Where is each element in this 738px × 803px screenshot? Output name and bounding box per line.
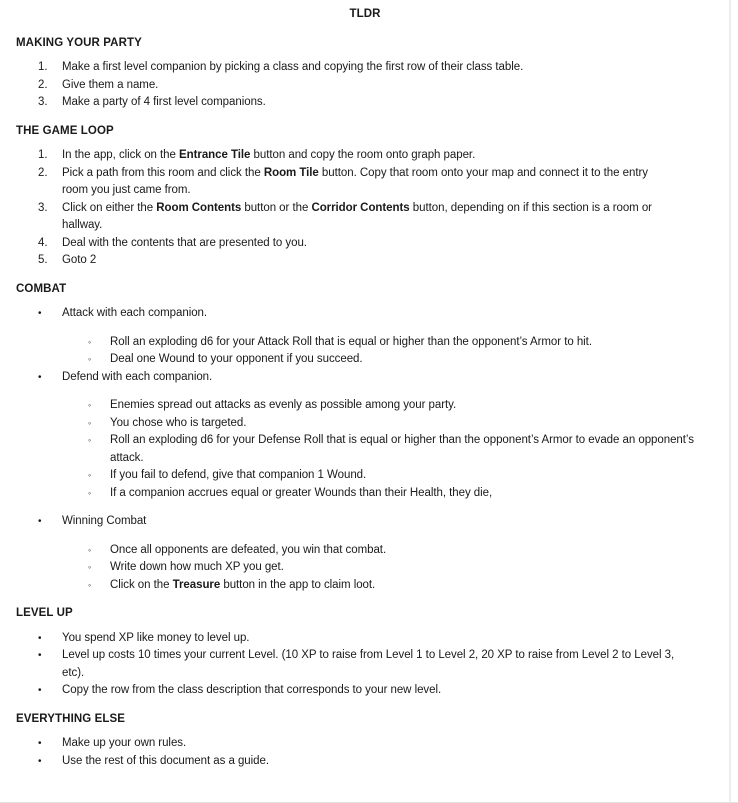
text-line: Enemies spread out attacks as evenly as possible among your party. <box>110 399 457 411</box>
bullet-marker: • <box>38 371 42 383</box>
bullet-marker: ◦ <box>88 417 92 428</box>
number-marker: 4. <box>38 236 48 249</box>
text-line: Defend with each companion. <box>62 370 213 383</box>
list-item <box>0 397 738 415</box>
page-edge-line <box>729 0 731 803</box>
bullet-marker: ◦ <box>88 579 92 590</box>
bullet-marker: ◦ <box>88 470 92 480</box>
text-line: Pick a path from this room and click the Room Tile button. Copy that room onto your map and connect it to the entry <box>62 166 648 179</box>
text-line: Write down how much XP you get. <box>110 561 284 573</box>
list-item <box>0 200 738 235</box>
document-title: TLDR <box>349 8 381 20</box>
list-item <box>0 647 738 682</box>
text-line: Make up your own rules. <box>62 737 187 749</box>
list-item <box>0 77 738 95</box>
list-item <box>0 467 738 485</box>
list-item <box>0 485 738 503</box>
bullet-marker: ◦ <box>88 544 92 555</box>
text-line: Attack with each companion. <box>62 307 208 319</box>
list-item <box>0 235 738 253</box>
list-item <box>0 334 738 352</box>
text-line: attack. <box>110 451 144 464</box>
text-line: If you fail to defend, give that companion 1 Wound. <box>110 469 367 481</box>
number-marker: 5. <box>38 254 48 266</box>
bullet-marker: • <box>38 685 42 696</box>
list-item <box>0 577 738 595</box>
bullet-marker: • <box>38 516 42 527</box>
text-line: You chose who is targeted. <box>110 416 247 429</box>
list-item <box>0 559 738 577</box>
text-line: Once all opponents are defeated, you win that combat. <box>110 543 387 556</box>
list-item <box>0 165 738 200</box>
bullet-marker: ◦ <box>88 562 92 572</box>
bullet-marker: • <box>38 650 42 661</box>
text-line: room you just came from. <box>62 184 191 196</box>
number-marker: 3. <box>38 96 48 108</box>
number-marker: 1. <box>38 61 48 73</box>
list-item <box>0 735 738 753</box>
text-line: Roll an exploding d6 for your Attack Roll that is equal or higher than the opponent’s Armor to hit. <box>110 335 592 348</box>
list-item <box>0 432 738 467</box>
text-line: Give them a name. <box>62 78 159 91</box>
list-item <box>0 59 738 77</box>
bullet-marker: • <box>38 632 42 644</box>
text-line: etc). <box>62 666 85 679</box>
list-item <box>0 415 738 433</box>
list-item <box>0 351 738 369</box>
list-item <box>0 542 738 560</box>
list-item <box>0 369 738 387</box>
text-line: Deal with the contents that are presented to you. <box>62 236 307 249</box>
section-heading: COMBAT <box>16 282 67 295</box>
bullet-marker: ◦ <box>88 400 92 410</box>
text-line: Make a party of 4 first level companions. <box>62 96 266 108</box>
text-line: Goto 2 <box>62 254 97 266</box>
list-item <box>0 513 738 531</box>
text-line: Click on either the Room Contents button or the Corridor Contents button, depending on if this section is a room or <box>62 201 652 214</box>
text-line: Winning Combat <box>62 515 147 527</box>
bullet-marker: ◦ <box>88 487 92 498</box>
section-heading: THE GAME LOOP <box>16 124 114 137</box>
text-line: You spend XP like money to level up. <box>62 631 250 644</box>
list-item <box>0 682 738 700</box>
bullet-marker: ◦ <box>88 435 92 445</box>
bullet-marker: ◦ <box>88 354 92 364</box>
text-line: Roll an exploding d6 for your Defense Roll that is equal or higher than the opponent’s Armor to evade an opponent’s <box>110 434 694 446</box>
section-heading: LEVEL UP <box>16 607 73 619</box>
text-line: Make a first level companion by picking a class and copying the first row of their class table. <box>62 61 524 73</box>
number-marker: 1. <box>38 149 48 161</box>
bullet-marker: ◦ <box>88 336 92 347</box>
bullet-marker: • <box>38 308 42 319</box>
number-marker: 2. <box>38 78 48 91</box>
section-heading: MAKING YOUR PARTY <box>16 36 142 49</box>
text-line: Copy the row from the class description that corresponds to your new level. <box>62 684 442 696</box>
text-line: Use the rest of this document as a guide. <box>62 754 269 767</box>
text-line: Deal one Wound to your opponent if you succeed. <box>110 353 363 365</box>
list-item <box>0 252 738 270</box>
list-item <box>0 630 738 648</box>
text-line: In the app, click on the Entrance Tile button and copy the room onto graph paper. <box>62 149 476 161</box>
document-sections <box>0 35 738 771</box>
list-item <box>0 305 738 323</box>
number-marker: 3. <box>38 201 48 214</box>
text-line: Click on the Treasure button in the app to claim loot. <box>110 578 376 591</box>
list-item <box>0 94 738 112</box>
bullet-marker: • <box>38 738 42 749</box>
bullet-marker: • <box>38 755 42 767</box>
text-line: If a companion accrues equal or greater Wounds than their Health, they die, <box>110 486 493 499</box>
number-marker: 2. <box>38 166 48 179</box>
list-item <box>0 147 738 165</box>
list-item <box>0 753 738 771</box>
text-line: Level up costs 10 times your current Level. (10 XP to raise from Level 1 to Level 2, 20 XP to raise from Level 2 to Level 3, <box>62 649 675 661</box>
section-heading: EVERYTHING ELSE <box>16 712 126 725</box>
text-line: hallway. <box>62 219 103 231</box>
